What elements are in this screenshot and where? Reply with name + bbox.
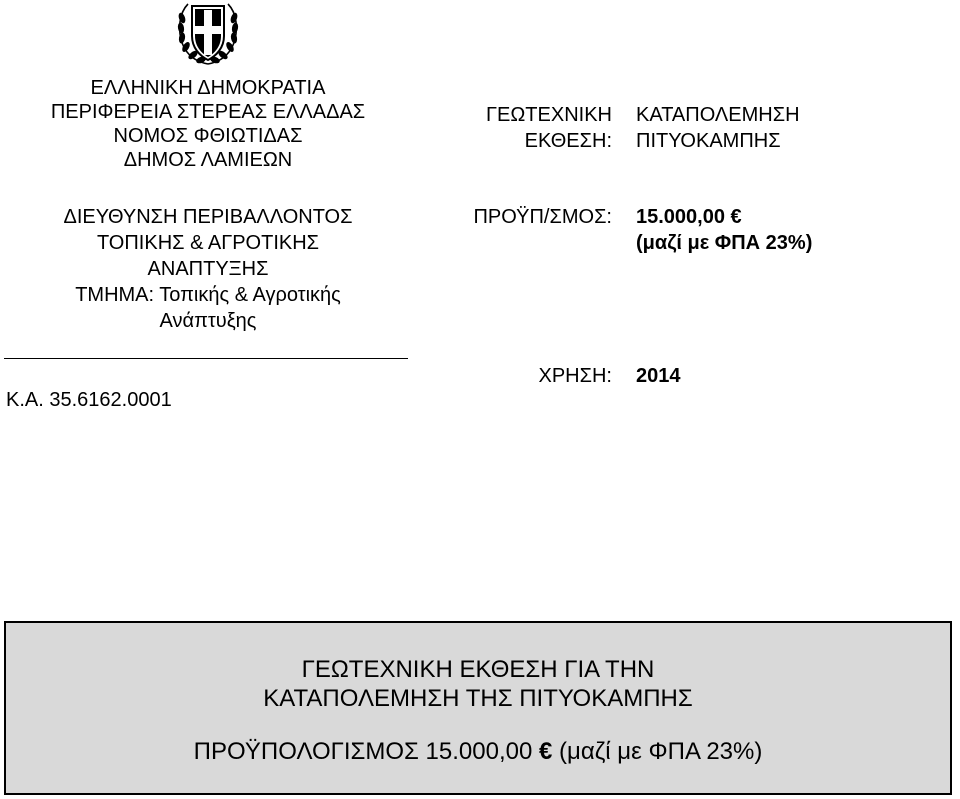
department-line: ΔΙΕΥΘΥΝΣΗ ΠΕΡΙΒΑΛΛΟΝΤΟΣ [63,206,353,228]
report-label-line-1: ΓΕΩΤΕΧΝΙΚΗ [486,104,612,126]
year-label: ΧΡΗΣΗ: [538,365,612,387]
budget-vat-note: (μαζί με ΦΠΑ 23%) [636,232,813,254]
budget-amount: 15.000,00 [636,206,725,228]
report-value-line-2: ΠΙΤΥΟΚΑΜΠΗΣ [636,130,781,152]
box-title-line-1: ΓΕΩΤΕΧΝΙΚΗ ΕΚΘΕΣΗ ΓΙΑ ΤΗΝ [301,656,655,683]
department-line: Ανάπτυξης [159,310,257,332]
report-title-box [4,621,952,795]
header-line-region: ΠΕΡΙΦΕΡΕΙΑ ΣΤΕΡΕΑΣ ΕΛΛΑΔΑΣ [50,101,366,123]
euro-icon: € [730,206,742,228]
budget-label: ΠΡΟΫΠ/ΣΜΟΣ: [473,206,612,228]
department-line: ΤΜΗΜΑ: Τοπικής & Αγροτικής [75,284,341,306]
box-title-line-2: ΚΑΤΑΠΟΛΕΜΗΣΗ ΤΗΣ ΠΙΤΥΟΚΑΜΠΗΣ [263,685,693,712]
department-line: ΤΟΠΙΚΗΣ & ΑΓΡΟΤΙΚΗΣ [96,232,320,254]
department-line: ΑΝΑΠΤΥΞΗΣ [147,258,269,280]
header-line-country: ΕΛΛΗΝΙΚΗ ΔΗΜΟΚΡΑΤΙΑ [90,77,326,99]
year-value: 2014 [636,365,681,387]
budget-amount-line [636,205,742,229]
issuer-header [0,76,416,172]
report-label-line-2: ΕΚΘΕΣΗ: [524,130,612,152]
hellenic-republic-coat-of-arms-icon [172,0,244,68]
department-block [0,204,416,334]
box-title [6,655,950,713]
report-value-line-1: ΚΑΤΑΠΟΛΕΜΗΣΗ [636,104,800,126]
box-budget-line [6,737,950,766]
box-vat-note: (μαζί με ΦΠΑ 23%) [559,738,763,765]
divider-line [4,358,408,359]
box-budget-label: ΠΡΟΫΠΟΛΟΓΙΣΜΟΣ 15.000,00 [193,738,533,765]
budget-code: Κ.Α. 35.6162.0001 [6,389,172,411]
header-line-municipality: ΔΗΜΟΣ ΛΑΜΙΕΩΝ [123,149,293,171]
header-line-prefecture: ΝΟΜΟΣ ΦΘΙΩΤΙΔΑΣ [113,125,303,147]
euro-icon: € [538,738,553,765]
